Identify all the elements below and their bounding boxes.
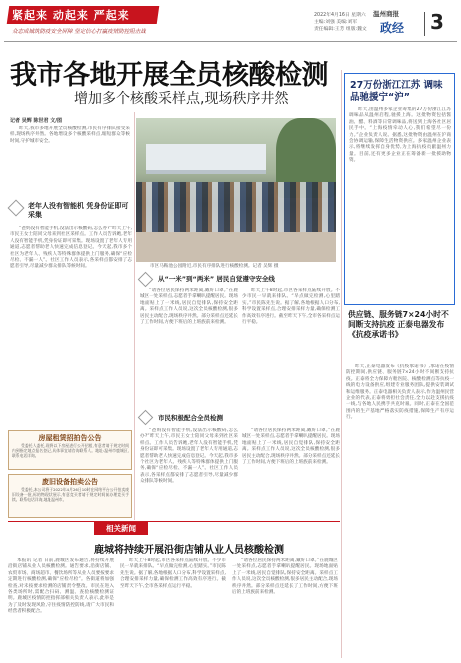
ad1-paragraph: 受委托人委托,现将以下房屋进行公开招租,有意者请于规定时间内到指定地点报名登记,具体事宜请咨询联系人。地址:温州市鹿城区,联系电话详询。 (12, 443, 129, 458)
photo-caption: 市区马鞍池公园附近,市民有序排队进行核酸检测。记者 吴辉 摄 (150, 264, 279, 269)
story1-title: 老年人没有智能机 凭身份证即可采集 (28, 202, 129, 219)
story2-text-left (140, 288, 238, 408)
byline: 记者 吴辉 陈世君 文/图 (10, 118, 63, 124)
related-text-2 (120, 558, 226, 658)
intro-text (10, 126, 130, 198)
related-text-3 (232, 558, 338, 658)
info-box-title: 27万份浙江江苏 调味品驰援宁“沪” (350, 80, 443, 103)
story1-text (10, 226, 132, 426)
story4-paragraph: 昨天,正泰电器发布《抗疫承诺书》,承诺在疫情防控期间,供应链、服务链7×24小时不间断支持抗疫。正泰将全力保障方舱医院、核酸检测点等抗疫一线的电力设备供应,组建专业服务团队,提供安装调试和运维服务。正泰电器相关负责人表示,作为温州民营企业的代表,正泰将勇担社会责任,全力以赴支援抗疫一线,与各地人民携手共克时艰。同时,正泰在全国范围内的生产基地严格落实防疫措施,保障生产有序运行。 (346, 364, 454, 421)
story1-paragraph: “爸妈没有智能手机,没法出示核酸码,怎么办?”昨天上午,市民王女士陪同父母来到社区采样点。工作人员告诉她,老年人没有智能手机,凭身份证即可采集。现场设置了老年人专用通道,志愿者帮助老人快速完成信息登记。今天起,我市多个社区为老年人、残疾人等特殊群体提供上门服务,确保“应检尽检、不漏一人”。社区工作人员表示,各采样点都安排了志愿者引导,尽量减少群众排队等候时间。 (10, 226, 132, 270)
story3-paragraph-b: “爸妈没有智能手机,没法出示核酸码,怎么办?”昨天上午,市民王女士陪同父母来到社区采样点。工作人员告诉她,老年人没有智能手机,凭身份证即可采集。现场设置了老年人专用通道,志愿者帮助老人快速完成信息登记。今天起,我市多个社区为老年人、残疾人等特殊群体提供上门服务,确保“应检尽检、不漏一人”。社区工作人员表示,各采样点都安排了志愿者引导,尽量减少群众排队等候时间。 (140, 428, 238, 485)
story2-title: 从“一米”到“两米” 居民自觉遵守安全线 (158, 275, 275, 283)
slogan-sub: 众志成城筑防疫安全屏障 坚定信心打赢疫情防控阻击战 (12, 29, 146, 35)
related-headline: 鹿城将持续开展沿街店铺从业人员核酸检测 (94, 545, 284, 556)
intro-paragraph: 昨天,我市多地开展全员核酸检测,市民有序排队接受采样,现场秩序井然。各地增设多个核酸采样点,缩短群众等候时间,守护城市安全。 (10, 126, 130, 144)
related-paragraph-3: “请各位居民保持两米距离,戴好口罩。”在鹿城区一处采样点,志愿者手拿喇叭提醒居民。现场地面贴上了一米线,居民自觉排队,保持安全距离。采样点工作人员说,这次全员核酸检测,很多居民主动配合,现场秩序井然。部分采样点还延长了工作时间,方便下班后的上班族前来检测。 (232, 558, 338, 596)
ad2-paragraph: 受委托,本公司将于2022年4月26日10时在网络平台公开拍卖废旧设备一批,标的物现状展示,有意竞买者请于规定时间前办理竞买手续。联系电话详询,地址温州市。 (12, 487, 129, 502)
masthead-rule (4, 41, 457, 42)
ad1-text (12, 443, 129, 469)
photo-crowd (136, 182, 336, 232)
story2-paragraph: “请各位居民保持两米距离,戴好口罩。”在鹿城区一处采样点,志愿者手拿喇叭提醒居民。现场地面贴上了一米线,居民自觉排队,保持安全距离。采样点工作人员说,这次全员核酸检测,很多居民主动配合,现场秩序井然。部分采样点还延长了工作时间,方便下班后的上班族前来检测。 (140, 288, 238, 326)
ad2-text (12, 487, 129, 517)
story1-marker (8, 200, 25, 217)
ad2-title: 废旧设备拍卖公告 (42, 478, 98, 486)
story4-title: 供应链、服务链7×24小时不间断支持抗疫 正泰电器发布《抗疫承诺书》 (348, 310, 449, 339)
photo-tent (146, 144, 266, 174)
story2-text-right (242, 288, 340, 408)
col-rule-2 (341, 70, 342, 658)
info-box-paragraph: 昨天,由温州多家企业筹集的27万份浙江江苏调味品从温州启程,驰援上海。这批物资包括酱油、醋、料酒等日常调味品,将送到上海各社区居民手中。“上海疫情牵动人心,我们希望尽一份力。”企业负责人说。据悉,这批物资由温州在沪商会协调运输,保障生活物资供应。多家温州企业表示,将继续发挥自身优势,为上海抗疫贡献温州力量。目前,还有更多企业正在筹备新一批援助物资。 (349, 107, 451, 164)
ad2-box (8, 474, 132, 518)
ad1-box (8, 430, 132, 470)
related-paragraph-2: 昨天上午8时起,市区各采样点陆续开放。不少市民一早就来排队。“早点做完检测,心里踏实。”市民陈先生说。据了解,各地根据人口分布,科学设置采样点,合理安排采样力量,确保检测工作高效有序进行。截至昨天下午,全市各采样点运行平稳。 (120, 558, 226, 589)
ad1-title: 房屋租赁招拍告公告 (38, 434, 102, 442)
related-label-box (94, 522, 148, 535)
page-number: 3 (430, 10, 444, 34)
story3-marker (138, 410, 154, 426)
main-subhead: 增加多个核酸采样点,现场秩序井然 (74, 91, 289, 107)
photo-ground (136, 232, 336, 262)
section-name: 政经 (380, 21, 405, 35)
masthead (0, 0, 461, 48)
slogan-main: 紧起来 动起来 严起来 (12, 9, 130, 22)
story3-paragraph-c: “请各位居民保持两米距离,戴好口罩。”在鹿城区一处采样点,志愿者手拿喇叭提醒居民。现场地面贴上了一米线,居民自觉排队,保持安全距离。采样点工作人员说,这次全员核酸检测,很多居民主动配合,现场秩序井然。部分采样点还延长了工作时间,方便下班后的上班族前来检测。 (242, 428, 340, 466)
brand-name: 温州商报 (373, 10, 399, 18)
main-photo (136, 118, 336, 262)
meta-credit: 责任编辑:王芳 组版:魏文 (314, 27, 367, 32)
story4-text (346, 364, 454, 656)
related-text-1 (8, 558, 114, 658)
col-rule-1 (134, 112, 135, 520)
story3-text-left (140, 428, 238, 514)
issue-date: 2022年4月16日 星期六 (314, 13, 366, 18)
related-paragraph-1: 本报讯 记者 日前,鹿城区发布通告,将持续开展沿街店铺从业人员核酸检测。通告要求,沿街店铺、农贸市场、商场超市、餐饮场所等从业人员要按要求定期进行核酸检测,确保“应检尽检”。各街道将加强检查,对未按要求检测的店铺责令整改。市民在进入各类场所时,需配合扫码、测温、查验核酸检测证明。鹿城区疫情防控指挥部相关负责人表示,此举是为了及时发现风险,守住疫情防控防线,请广大市民和经营者积极配合。 (8, 558, 114, 615)
story3-title: 市民积极配合全员检测 (158, 414, 223, 422)
story3-text-right (242, 428, 340, 514)
related-label: 相关新闻 (106, 524, 136, 533)
section-divider (424, 12, 425, 36)
info-box-text (349, 107, 451, 299)
story2-marker (138, 272, 154, 288)
related-top-rule (8, 521, 340, 522)
main-headline: 我市各地开展全员核酸检测 (10, 60, 328, 91)
editor-credit: 主编:刘强 美编:刘军 (314, 20, 358, 25)
story3-paragraph-a: 昨天上午8时起,市区各采样点陆续开放。不少市民一早就来排队。“早点做完检测,心里踏实。”市民陈先生说。据了解,各地根据人口分布,科学设置采样点,合理安排采样力量,确保检测工作高效有序进行。截至昨天下午,全市各采样点运行平稳。 (242, 288, 340, 326)
